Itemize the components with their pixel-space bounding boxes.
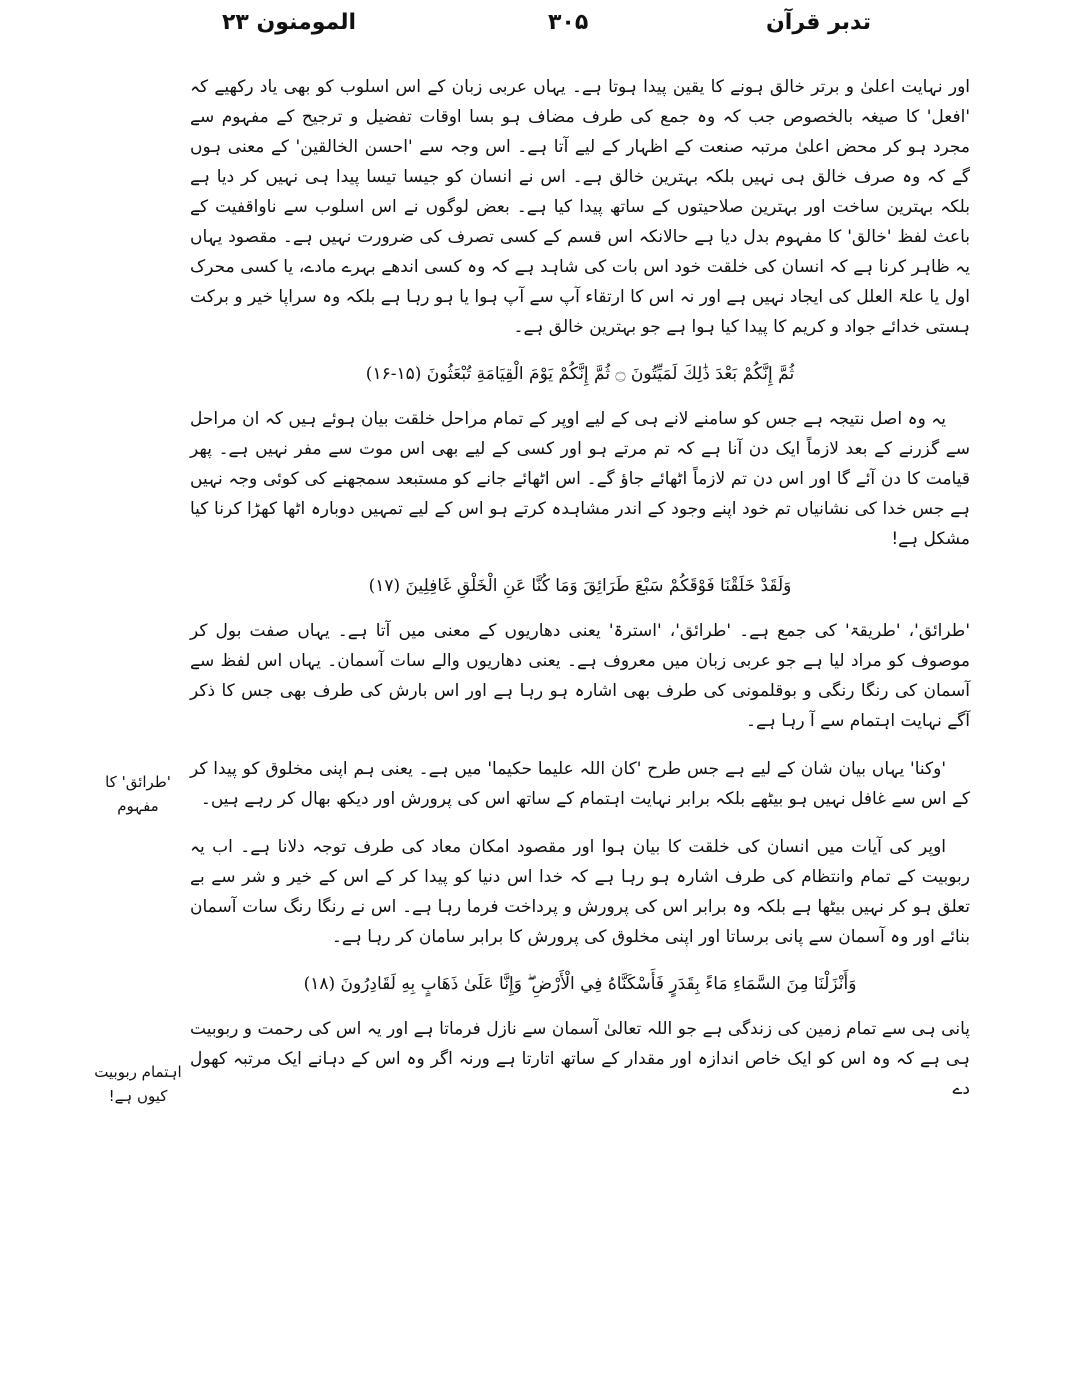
margin-note-taraiq: 'طرائق' کا مفہوم [105,773,171,815]
margin-note-rububiyat: اہتمام ربوبیت کیوں ہے! [94,1063,182,1105]
paragraph-5: اوپر کی آیات میں انسان کی خلقت کا بیان ہوا اور مقصود امکان معاد کی طرف توجہ دلانا ہے۔ اب یہ ربوبیت کے تمام وانتظام کی طرف اشارہ ہو رہا ہے کہ خدا اس دنیا کو پیدا کر کے اس کے خیر و شر سے بے تعلق ہو کر نہیں بیٹھا ہے بلکہ وہ برابر اس کی پرورش و پرداخت فرما رہا ہے۔ اس نے رنگا رنگ سات آسمان بنائے اور وہ آسمان سے پانی برساتا اور اپنی مخلوق کی پرورش کا برابر سامان کر رہا ہے۔ [190,837,970,947]
paragraph-2: یہ وہ اصل نتیجہ ہے جس کو سامنے لانے ہی کے لیے اوپر کے تمام مراحل خلقت بیان ہوئے ہیں کہ ان مراحل سے گزرنے کے بعد لازماً ایک دن آنا ہے کہ تم مرتے ہو اور کسی کے لیے بھی اس موت سے مفر نہیں ہے۔ پھر قیامت کا دن آئے گا اور اس دن تم لازماً اٹھائے جاؤ گے۔ اس اٹھائے جانے کو مستبعد سمجھنے کی کوئی وجہ نہیں ہے جس خدا کی نشانیاں تم خود اپنے وجود کے اندر مشاہدہ کرتے ہو اس کے لیے تمہیں دوبارہ اٹھا کھڑا کرنا کیا مشکل ہے! [190,409,970,549]
paragraph-6: پانی ہی سے تمام زمین کی زندگی ہے جو اللہ تعالیٰ آسمان سے نازل فرماتا ہے اور یہ اس کی رحمت و ربوبیت ہی ہے کہ وہ اس کو ایک خاص اندازہ اور مقدار کے ساتھ اتارتا ہے ورنہ اگر وہ اس کے دہانے ایک مرتبہ کھول دے [190,1019,970,1099]
book-title: تدبر قرآن [766,10,871,35]
ayah-18: وَأَنْزَلْنَا مِنَ السَّمَاءِ مَاءً بِقَدَرٍ فَأَسْكَنَّاهُ فِي الْأَرْضِ ۖ وَإِنَّا عَلَىٰ ذَهَابٍ بِهِ لَقَادِرُونَ (۱۸) [303,974,857,994]
page-header [0,6,1071,46]
paragraph-3: 'طرائق'، 'طریقۃ' کی جمع ہے۔ 'طرائق'، 'استرۃ' یعنی دھاریوں کے معنی میں آتا ہے۔ یہاں صفت بول کر موصوف کو مراد لیا ہے جو عربی زبان میں معروف ہے۔ یعنی دھاریوں والے سات آسمان۔ یہاں اس لفظ سے آسمان کی رنگا رنگی و بوقلمونی کی طرف بھی اشارہ ہو رہا ہے اور اس بارش کی طرف بھی جس کا ذکر آگے نہایت اہتمام سے آ رہا ہے۔ [190,621,970,731]
page-number: ۳۰۵ [548,10,589,35]
paragraph-4: 'وکنا' یہاں بیان شان کے لیے ہے جس طرح 'کان اللہ علیما حکیما' میں ہے۔ یعنی ہم اپنی مخلوق کو پیدا کر کے اس سے غافل نہیں ہو بیٹھے بلکہ برابر نہایت اہتمام کے ساتھ اس کی پرورش اور دیکھ بھال کر رہے ہیں۔ [190,759,970,809]
surah-label: المومنون ۲۳ [222,10,357,35]
ayah-17: وَلَقَدْ خَلَقْنَا فَوْقَكُمْ سَبْعَ طَرَائِقَ وَمَا كُنَّا عَنِ الْخَلْقِ غَافِلِينَ (۱۷) [368,576,792,596]
paragraph-1: اور نہایت اعلیٰ و برتر خالق ہونے کا یقین پیدا ہوتا ہے۔ یہاں عربی زبان کے اس اسلوب کو بھی یاد رکھیے کہ 'افعل' کا صیغہ بالخصوص جب کہ وہ جمع کی طرف مضاف ہو بسا اوقات تفضیل و ترجیح کے مفہوم سے مجرد ہو کر محض اعلیٰ مرتبہ صنعت کے اظہار کے لیے آتا ہے۔ اس وجہ سے 'احسن الخالقین' کے معنی ہوں گے کہ وہ صرف خالق ہی نہیں بلکہ بہترین خالق ہے۔ اس نے انسان کو جیسا تیسا پیدا ہی نہیں کر دیا ہے بلکہ بہترین ساخت اور بہترین صلاحیتوں کے ساتھ پیدا کیا ہے۔ بعض لوگوں نے اس اسلوب سے ناواقفیت کے باعث لفظ 'خالق' کا مفہوم بدل دیا ہے حالانکہ اس قسم کے کسی تصرف کی ضرورت نہیں ہے۔ مقصود یہاں یہ ظاہر کرنا ہے کہ انسان کی خلقت خود اس بات کی شاہد ہے کہ وہ کسی اندھے بہرے مادے، یا کسی محرک اول یا علۃ العلل کی ایجاد نہیں ہے اور نہ اس کا ارتقاء آپ سے آپ ہوا یا ہو رہا ہے بلکہ وہ سراپا خیر و برکت ہستی خدائے جواد و کریم کا پیدا کیا ہوا ہے جو بہترین خالق ہے۔ [190,77,970,337]
ayah-15-16: ثُمَّ إِنَّكُمْ بَعْدَ ذَٰلِكَ لَمَيِّتُونَ ۝ ثُمَّ إِنَّكُمْ يَوْمَ الْقِيَامَةِ تُبْعَثُونَ (۱۵-۱۶) [365,364,795,384]
page-body [190,72,970,1122]
